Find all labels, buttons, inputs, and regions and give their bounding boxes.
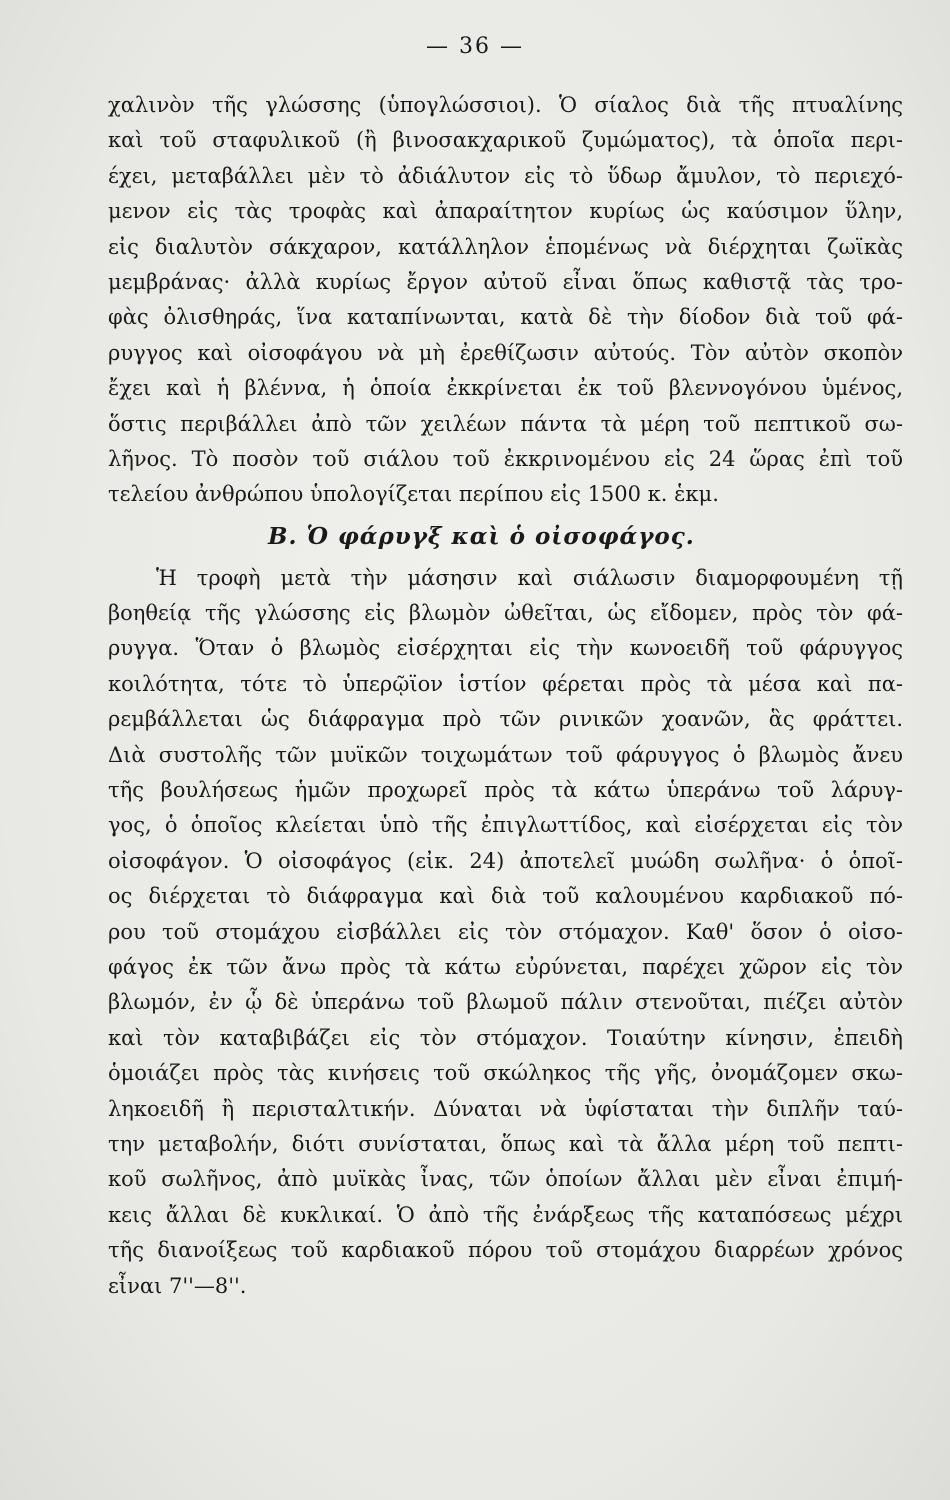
text-line: ὅστις περιβάλλει ἀπὸ τῶν χειλέων πάντα τὰ μέρη τοῦ πεπτικοῦ σω-: [108, 411, 903, 436]
page-number: — 36 —: [426, 34, 524, 59]
text-line: γος, ὁ ὁποῖος κλείεται ὑπὸ τῆς ἐπιγλωττίδος, καὶ εἰσέρχεται εἰς τὸν: [108, 813, 903, 838]
paragraph-saliva: [108, 88, 903, 513]
text-line: λῆνος. Τὸ ποσὸν τοῦ σιάλου τοῦ ἐκκρινομένου εἰς 24 ὥρας ἐπὶ τοῦ: [108, 446, 903, 471]
text-line: την μεταβολήν, διότι συνίσταται, ὅπως καὶ τὰ ἄλλα μέρη τοῦ πεπτι-: [108, 1131, 903, 1156]
text-line: μεμβράνας· ἀλλὰ κυρίως ἔργον αὐτοῦ εἶναι ὅπως καθιστᾷ τὰς τρο-: [108, 269, 903, 294]
text-line: φάγος ἐκ τῶν ἄνω πρὸς τὰ κάτω εὐρύνεται, παρέχει χῶρον εἰς τὸν: [108, 954, 903, 979]
paragraph-pharynx-esophagus: [108, 561, 903, 1304]
text-line: ρυγγος καὶ οἰσοφάγου νὰ μὴ ἐρεθίζωσιν αὐτούς. Τὸν αὐτὸν σκοπὸν: [108, 340, 903, 365]
text-line: καὶ τοῦ σταφυλικοῦ (ἢ βινοσακχαρικοῦ ζυμώματος), τὰ ὁποῖα περι-: [108, 128, 903, 153]
text-line: τελείου ἀνθρώπου ὑπολογίζεται περίπου εἰς 1500 κ. ἑκμ.: [108, 482, 719, 507]
section-heading: Β. Ὁ φάρυγξ καὶ ὁ οἰσοφάγος.: [268, 522, 695, 550]
text-line: οἰσοφάγον. Ὁ οἰσοφάγος (εἰκ. 24) ἀποτελεῖ μυώδη σωλῆνα· ὁ ὁποῖ-: [108, 848, 903, 873]
text-line: Διὰ συστολῆς τῶν μυϊκῶν τοιχωμάτων τοῦ φάρυγγος ὁ βλωμὸς ἄνευ: [108, 742, 903, 767]
text-line: ος διέρχεται τὸ διάφραγμα καὶ διὰ τοῦ καλουμένου καρδιακοῦ πό-: [108, 884, 903, 909]
text-line: φὰς ὀλισθηράς, ἵνα καταπίνωνται, κατὰ δὲ τὴν δίοδον διὰ τοῦ φά-: [108, 305, 903, 330]
text-line: χαλινὸν τῆς γλώσσης (ὑπογλώσσιοι). Ὁ σίαλος διὰ τῆς πτυαλίνης: [108, 93, 903, 117]
text-line: ληκοειδῆ ἢ περισταλτικήν. Δύναται νὰ ὑφίσταται τὴν διπλῆν ταύ-: [108, 1096, 903, 1121]
text-line: κοῦ σωλῆνος, ἀπὸ μυϊκὰς ἶνας, τῶν ὁποίων ἄλλαι μὲν εἶναι ἐπιμή-: [108, 1167, 903, 1192]
text-line: βοηθείᾳ τῆς γλώσσης εἰς βλωμὸν ὠθεῖται, ὡς εἴδομεν, πρὸς τὸν φά-: [108, 601, 903, 626]
text-line: Ἡ τροφὴ μετὰ τὴν μάσησιν καὶ σιάλωσιν διαμορφουμένη τῇ: [156, 565, 903, 590]
text-line: τῆς διανοίξεως τοῦ καρδιακοῦ πόρου τοῦ στομάχου διαρρέων χρόνος: [108, 1238, 903, 1263]
text-line: ἔχει καὶ ἡ βλέννα, ἡ ὁποία ἐκκρίνεται ἐκ τοῦ βλεννογόνου ὑμένος,: [108, 376, 903, 401]
text-line: εἶναι 7''—8''.: [108, 1273, 247, 1298]
text-line: ρεμβάλλεται ὡς διάφραγμα πρὸ τῶν ρινικῶν χοανῶν, ἃς φράττει.: [108, 707, 903, 732]
text-line: εἰς διαλυτὸν σάκχαρον, κατάλληλον ἑπομένως νὰ διέρχηται ζωϊκὰς: [108, 234, 903, 259]
text-line: ὁμοιάζει πρὸς τὰς κινήσεις τοῦ σκώληκος τῆς γῆς, ὀνομάζομεν σκω-: [108, 1061, 903, 1086]
text-line: κεις ἄλλαι δὲ κυκλικαί. Ὁ ἀπὸ τῆς ἐνάρξεως τῆς καταπόσεως μέχρι: [108, 1202, 903, 1227]
text-body: [108, 88, 903, 1304]
text-line: μενον εἰς τὰς τροφὰς καὶ ἀπαραίτητον κυρίως ὡς καύσιμον ὕλην,: [108, 199, 903, 224]
text-line: καὶ τὸν καταβιβάζει εἰς τὸν στόμαχον. Τοιαύτην κίνησιν, ἐπειδὴ: [108, 1025, 903, 1050]
text-line: κοιλότητα, τότε τὸ ὑπερῷϊον ἱστίον φέρεται πρὸς τὰ μέσα καὶ πα-: [108, 671, 903, 696]
text-line: βλωμόν, ἐν ᾧ δὲ ὑπεράνω τοῦ βλωμοῦ πάλιν στενοῦται, πιέζει αὐτὸν: [108, 990, 903, 1015]
text-line: ρου τοῦ στομάχου εἰσβάλλει εἰς τὸν στόμαχον. Καθ' ὅσον ὁ οἰσο-: [108, 919, 903, 944]
text-line: έχει, μεταβάλλει μὲν τὸ ἀδιάλυτον εἰς τὸ ὕδωρ ἄμυλον, τὸ περιεχό-: [108, 163, 903, 188]
text-line: τῆς βουλήσεως ἡμῶν προχωρεῖ πρὸς τὰ κάτω ὑπεράνω τοῦ λάρυγ-: [108, 778, 903, 803]
text-line: ρυγγα. Ὅταν ὁ βλωμὸς εἰσέρχηται εἰς τὴν κωνοειδῆ τοῦ φάρυγγος: [108, 636, 903, 661]
